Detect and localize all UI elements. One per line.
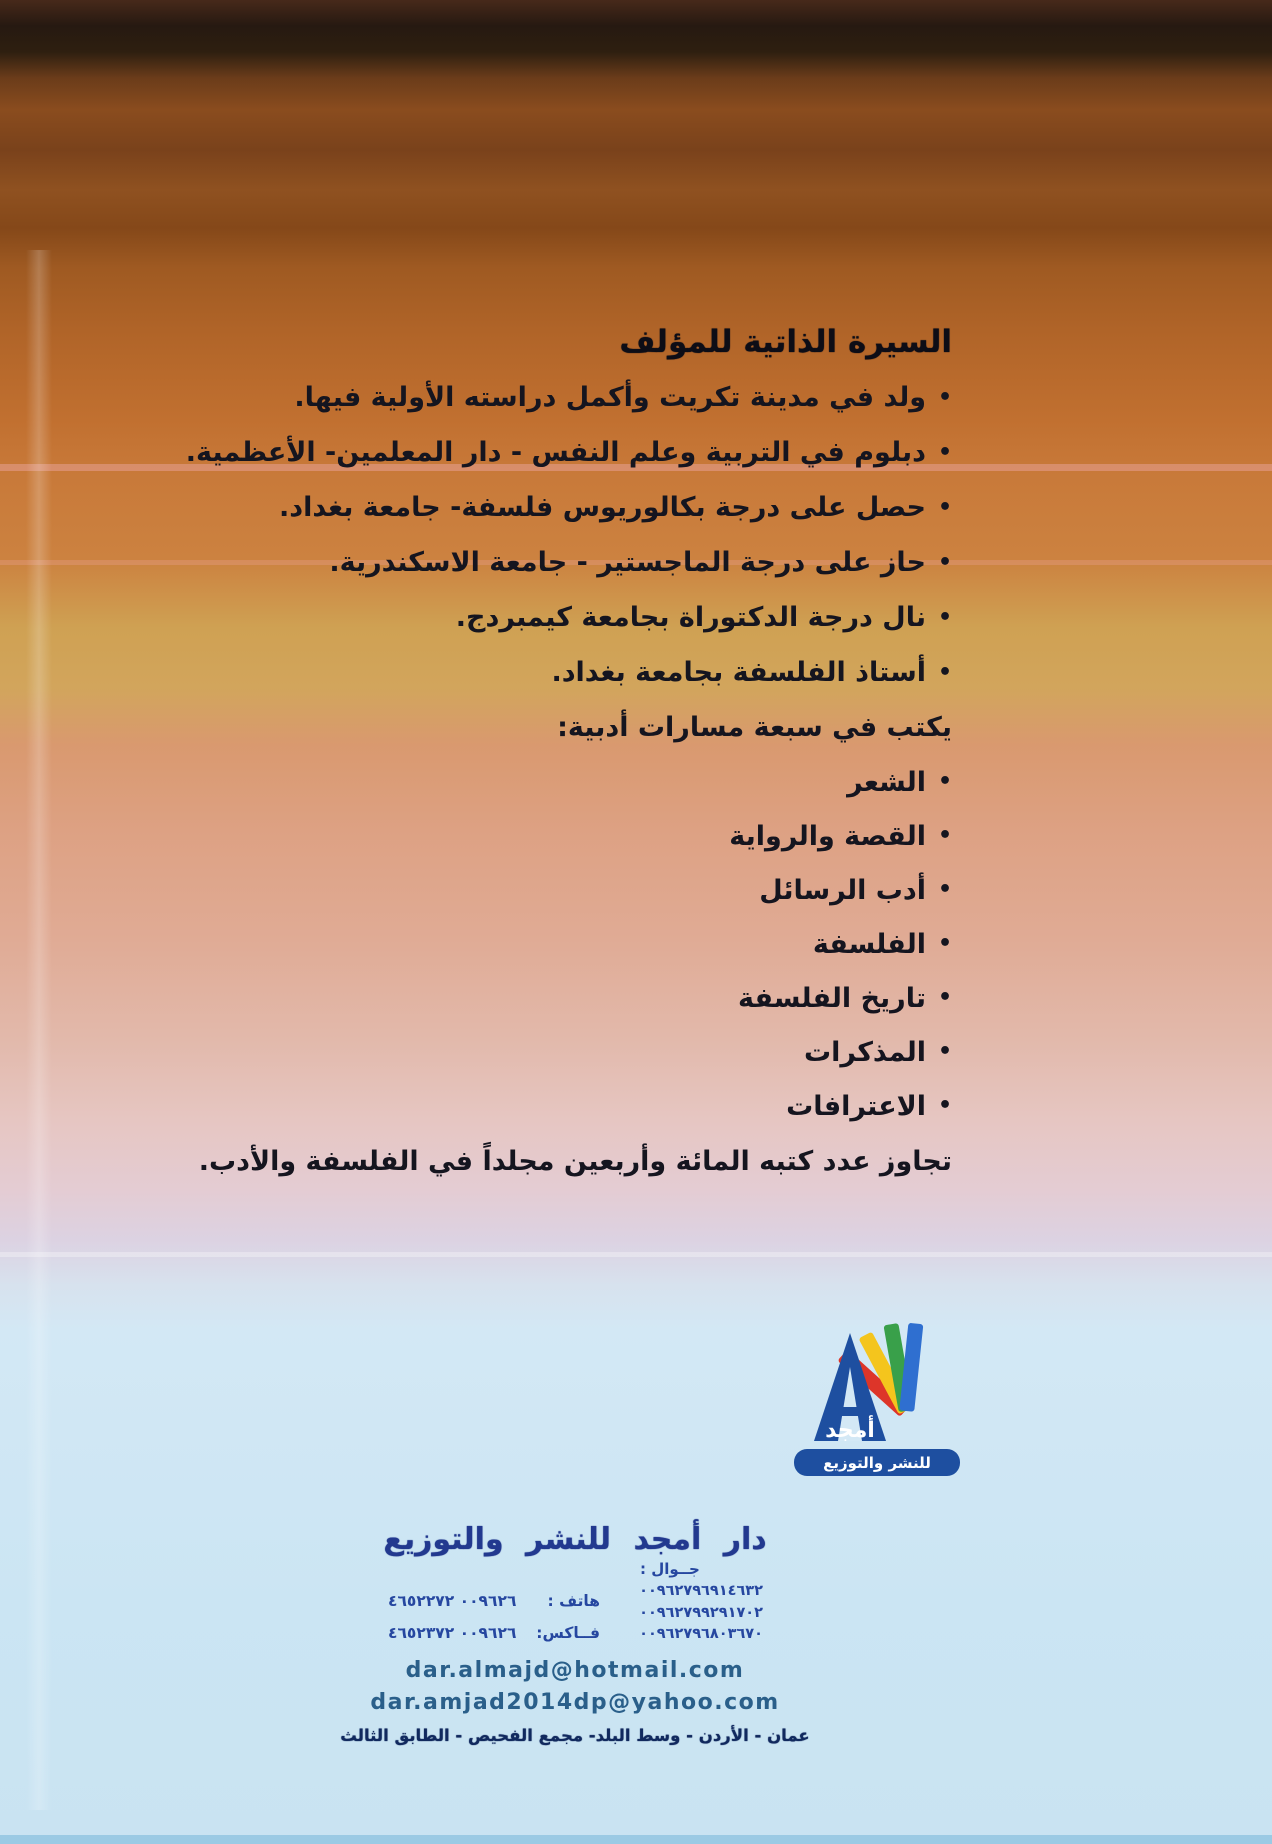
bullet-icon: •: [937, 604, 952, 630]
bio-title: السيرة الذاتية للمؤلف: [619, 324, 952, 360]
genre-item: [172, 755, 952, 809]
phone-row: [388, 1592, 600, 1610]
genre-text: الاعترافات: [786, 1090, 926, 1122]
mobile-number: ٠٠٩٦٢٧٩٩٢٩١٧٠٢: [639, 1604, 763, 1621]
bullet-icon: •: [937, 931, 952, 956]
genre-item: [172, 917, 952, 971]
bio-bullet-item: [172, 535, 952, 590]
publisher-address: عمان - الأردن - وسط البلد- مجمع الفحيص - الطابق الثالث: [340, 1726, 810, 1745]
genre-text: القصة والرواية: [729, 820, 926, 852]
fax-number: ٠٠٩٦٢٦ ٤٦٥٢٣٧٢: [388, 1624, 517, 1642]
mobile-numbers: [598, 1581, 763, 1646]
publisher-name: دار أمجد للنشر والتوزيع: [383, 1522, 767, 1557]
bio-bullet-item: [172, 645, 952, 700]
bio-item-text: أستاذ الفلسفة بجامعة بغداد.: [551, 657, 926, 688]
bio-bullet-item: [172, 425, 952, 480]
bio-item-text: نال درجة الدكتوراة بجامعة كيمبردج.: [455, 602, 926, 633]
genre-text: أدب الرسائل: [759, 874, 926, 906]
bullet-icon: •: [937, 1093, 952, 1118]
bio-item-text: حصل على درجة بكالوريوس فلسفة- جامعة بغداد.: [279, 492, 926, 523]
bio-closing-line: تجاوز عدد كتبه المائة وأربعين مجلداً في الفلسفة والأدب.: [198, 1145, 952, 1177]
genre-item: [172, 809, 952, 863]
mobile-number: ٠٠٩٦٢٧٩٦٨٠٣٦٧٠: [639, 1626, 763, 1642]
bio-bullet-item: [172, 370, 952, 425]
bio-item-text: ولد في مدينة تكريت وأكمل دراسته الأولية فيها.: [294, 382, 926, 413]
bullet-icon: •: [937, 769, 952, 794]
genre-item: [172, 1025, 952, 1079]
bullet-icon: •: [937, 494, 952, 520]
bullet-icon: •: [937, 877, 952, 902]
fax-label: فــاكس:: [536, 1624, 600, 1642]
genre-text: المذكرات: [804, 1036, 926, 1068]
bio-item-text: حاز على درجة الماجستير - جامعة الاسكندرية.: [329, 547, 926, 578]
mobile-label: جــوال :: [640, 1560, 700, 1578]
bullet-icon: •: [937, 659, 952, 685]
bullet-icon: •: [937, 549, 952, 575]
logo-name-arabic: أمجد: [825, 1418, 875, 1443]
bio-bullet-item: [172, 480, 952, 535]
phone-number: ٠٠٩٦٢٦ ٤٦٥٢٢٧٢: [388, 1592, 517, 1610]
genre-text: تاريخ الفلسفة: [738, 982, 926, 1014]
publisher-logo-graphic: [788, 1315, 966, 1480]
logo-banner-text: للنشر والتوزيع: [823, 1454, 931, 1472]
fax-row: [388, 1624, 600, 1642]
phone-label: هاتف :: [547, 1592, 600, 1610]
genre-item: [172, 863, 952, 917]
bio-item-text: دبلوم في التربية وعلم النفس - دار المعلمين- الأعظمية.: [185, 437, 926, 468]
genre-item: [172, 1079, 952, 1133]
publisher-logo: [788, 1315, 966, 1480]
logo-a-crossbar: [828, 1407, 872, 1416]
bottom-edge: [0, 1835, 1272, 1844]
bullet-icon: •: [937, 439, 952, 465]
author-bio-section: [172, 322, 952, 1189]
genre-text: الفلسفة: [812, 928, 926, 960]
bullet-icon: •: [937, 1039, 952, 1064]
bullet-icon: •: [937, 823, 952, 848]
bio-bullet-item: [172, 590, 952, 645]
bullet-icon: •: [937, 985, 952, 1010]
publisher-email-yahoo: dar.amjad2014dp@yahoo.com: [370, 1690, 780, 1715]
genre-text: الشعر: [847, 766, 926, 798]
genres-intro: يكتب في سبعة مسارات أدبية:: [557, 712, 952, 743]
genre-item: [172, 971, 952, 1025]
bullet-icon: •: [937, 384, 952, 410]
publisher-email-hotmail: dar.almajd@hotmail.com: [405, 1658, 745, 1683]
mobile-number: ٠٠٩٦٢٧٩٦٩١٤٦٣٢: [639, 1583, 763, 1599]
